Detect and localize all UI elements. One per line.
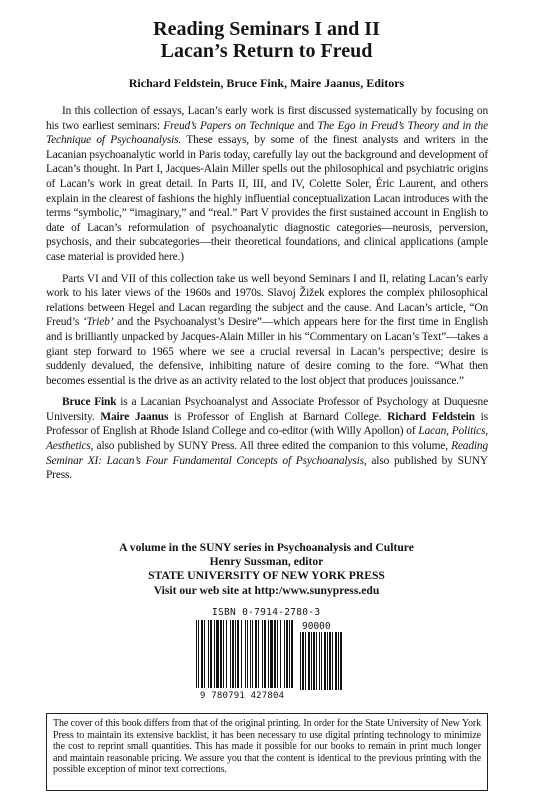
paragraph-bios — [46, 395, 488, 483]
ean-barcode-icon — [196, 620, 296, 690]
barcode-bar — [204, 620, 205, 688]
barcode-bar — [255, 620, 257, 688]
ean-digits: 9 780791 427804 — [200, 691, 285, 701]
barcode-bar — [201, 620, 203, 688]
paragraph-1 — [46, 104, 488, 265]
barcode-bar — [338, 632, 339, 690]
book-title-seminar-xi: Reading Seminar XI: Lacan’s Four Fundamental Concepts of Psychoanalysis, — [46, 440, 488, 467]
editors-line: Richard Feldstein, Bruce Fink, Maire Jaanus, Editors — [128, 76, 405, 90]
barcode-bar — [232, 620, 234, 688]
reprint-notice: The cover of this book differs from that of the original printing. In order for the State University of New York Press to maintain its extensive backlist, it has been necessary to use digital printing technology to minimize the cost to reprint small quantities. This has made it possible for our books to remain in print much longer and maintain reasonable pricing. We assure you that the content is identical to the previous printing with the possible exception of minor text corrections. — [46, 713, 488, 791]
barcode-bar — [300, 632, 301, 690]
p1-text-c: and — [294, 119, 318, 132]
book-title-lacan-politics: Lacan, Politics, Aesthetics, — [46, 425, 488, 453]
name-feldstein: Richard Feldstein — [387, 410, 475, 423]
barcode-bar — [258, 620, 259, 688]
title-line-1: Reading Seminars I and II — [153, 18, 380, 40]
name-jaanus: Maire Jaanus — [100, 410, 169, 423]
barcode-bar — [319, 632, 320, 690]
barcode-bar — [277, 620, 278, 688]
bio-text-1: is a Lacanian Psychoanalyst and Associate Professor of Psychology at Duquesne University. — [46, 396, 488, 423]
barcode-bar — [302, 632, 304, 690]
p1-title-2: The Ego in Freud’s Theory and in the Technique of Psychoanalysis. — [46, 119, 488, 147]
barcode-bar — [329, 632, 331, 690]
book-title — [0, 18, 533, 62]
barcode-bar — [237, 620, 239, 688]
barcode-bar — [216, 620, 219, 688]
barcode-bar — [210, 620, 212, 688]
bio-text-2: is Professor of English at Barnard College. — [168, 410, 388, 423]
barcode-bar — [252, 620, 253, 688]
bio-text-4: also published by SUNY Press. All three edited the companion to this volume, — [93, 440, 452, 453]
title-line-2: Lacan’s Return to Freud — [160, 40, 373, 62]
barcode-bar — [247, 620, 248, 688]
barcode-bar — [235, 620, 236, 688]
p1-text-e: These essays, by some of the finest analysts and writers in the Lacanian psychoanalytic world in Paris today, carefully lay out the background and development of Lacan’s thought. In Part I, Jacques-Alain Miller spells out the philosophical and psychiatric origins of Lacan’s work in great detail. In Parts II, III, and IV, Colette Soler, Éric Laurent, and others explain in the clearest of fashions the highly influential conceptualization Lacan introduces with the terms “symbolic,” “imaginary,” and “real.” Part V provides the first sustained account in English to date of Lacan’s reformulation of psychoanalytic diagnostic categories—neurosis, perversion, psychosis, and their subcategories—their theoretical foundations, and clinical applications (ample case material is provided here.) — [46, 134, 488, 263]
barcode-bar — [241, 620, 242, 688]
barcode-bar — [313, 632, 315, 690]
barcode-bar — [280, 620, 281, 688]
description-text — [46, 104, 488, 490]
barcode-bar — [268, 620, 269, 688]
barcode-bar — [335, 632, 337, 690]
series-line: A volume in the SUNY series in Psychoanalysis and Culture — [119, 541, 414, 554]
barcode-bar — [208, 620, 209, 688]
barcode-bar — [311, 632, 312, 690]
barcode-bar — [264, 620, 266, 688]
barcode-bar — [291, 620, 293, 688]
barcode-bar — [305, 632, 306, 690]
barcode-bar — [286, 620, 288, 688]
bio-text-3: is Professor of English at Rhode Island College and co-editor (with Willy Apollon) of — [46, 410, 488, 438]
price-code: 90000 — [302, 621, 331, 632]
series-editor: Henry Sussman, editor — [209, 555, 324, 569]
barcode-bar — [340, 632, 342, 690]
publisher-website: Visit our web site at http:/www.sunypress.edu — [153, 583, 380, 597]
barcode-bar — [196, 620, 197, 688]
barcode-bar — [316, 632, 317, 690]
publisher-name: STATE UNIVERSITY OF NEW YORK PRESS — [148, 569, 385, 583]
name-fink: Bruce Fink — [62, 396, 117, 409]
barcode-bar — [214, 620, 215, 688]
p1-text-a: In this collection of essays, Lacan’s early work is first discussed systematically by focusing on his two earliest seminars: — [46, 105, 488, 132]
barcode-bar — [321, 632, 322, 690]
barcode-bar — [332, 632, 333, 690]
barcode-bar — [324, 632, 326, 690]
barcode-bar — [230, 620, 231, 688]
p1-title-1: Freud’s Papers on Technique — [163, 119, 295, 132]
barcode-bar — [284, 620, 285, 688]
barcode-bar — [250, 620, 251, 688]
barcode-bar — [270, 620, 273, 688]
barcode-bar — [289, 620, 290, 688]
barcode-bar — [327, 632, 328, 690]
p2-trieb: ‘Trieb’ — [82, 316, 114, 329]
p2-text-c: and the Psychoanalyst’s Desire”—which appears here for the first time in English and is brilliantly unpacked by Jacques-Alain Miller in his “Commentary on Lacan’s Text”—takes a giant step forward to 1965 where we see a crucial reversal in Lacan’s perspective; desire is suddenly devalued, the defensive, inhibiting nature of desire coming to the fore. “What then becomes essential is the drive as an activity related to the lost object that produces jouissance.” — [46, 316, 488, 387]
isbn-label: ISBN 0-7914-2780-3 — [212, 607, 321, 618]
barcode-bar — [226, 620, 227, 688]
barcode-bar — [223, 620, 224, 688]
barcode-bar — [245, 620, 246, 688]
bio-text-5: also published by SUNY Press. — [46, 454, 488, 482]
barcode-bar — [262, 620, 263, 688]
series-info — [0, 541, 533, 598]
paragraph-2 — [46, 272, 488, 389]
barcode-bar — [220, 620, 222, 688]
barcode-bar — [274, 620, 276, 688]
price-barcode-icon — [300, 632, 344, 690]
barcode-bar — [308, 632, 310, 690]
barcode-bar — [198, 620, 199, 688]
p2-text-a: Parts VI and VII of this collection take us well beyond Seminars I and II, relating Lacan’s early work to his later views of the 1960s and 1970s. Slavoj Žižek explores the complex philosophical relations between Hegel and Lacan regarding the subject and the cause. And Lacan’s article, “On Freud’s — [46, 272, 488, 329]
